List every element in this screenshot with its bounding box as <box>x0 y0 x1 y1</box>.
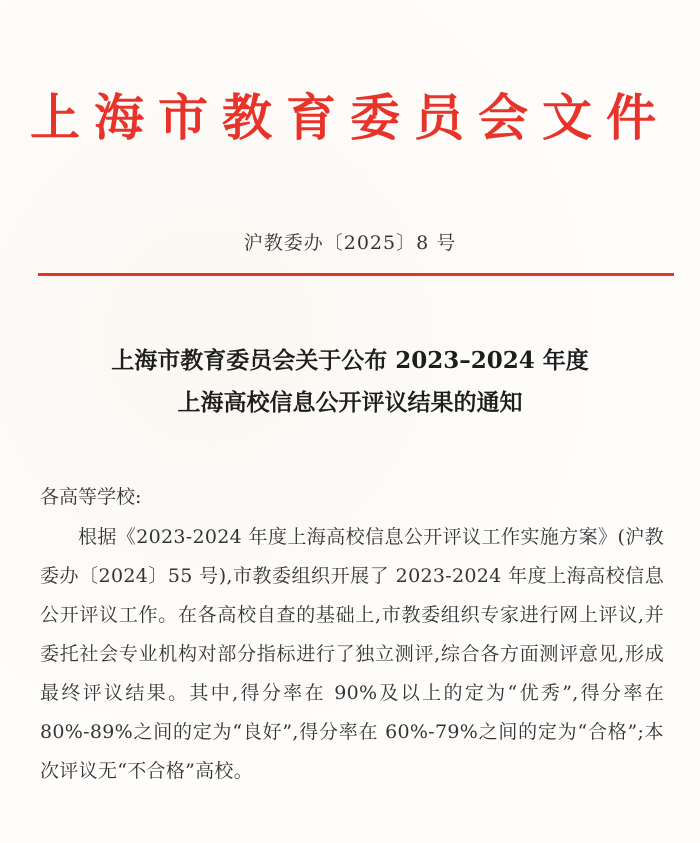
salutation: 各高等学校: <box>40 486 142 508</box>
document-header-title: 上海市教育委员会文件 <box>30 88 670 147</box>
notice-title <box>0 340 700 424</box>
header-divider <box>38 273 674 276</box>
notice-title-line-1: 上海市教育委员会关于公布 2023–2024 年度 <box>111 347 589 374</box>
body-paragraph: 根据《2023-2024 年度上海高校信息公开评议工作实施方案》(沪教委办〔2024〕55 号),市教委组织开展了 2023-2024 年度上海高校信息公开评议工作。在各高校自查的基础上,市教委组织专家进行网上评议,并委托社会专业机构对部分指标进行了独立测评,综合各方面测评意见,形成最终评议结果。其中,得分率在 90%及以上的定为“优秀”,得分率在 80%-89%之间的定为“良好”,得分率在 60%-79%之间的定为“合格”;本次评议无“不合格”高校。 <box>40 526 664 782</box>
notice-title-line-2: 上海高校信息公开评议结果的通知 <box>177 389 523 416</box>
document-number: 沪教委办〔2025〕8 号 <box>243 232 457 254</box>
